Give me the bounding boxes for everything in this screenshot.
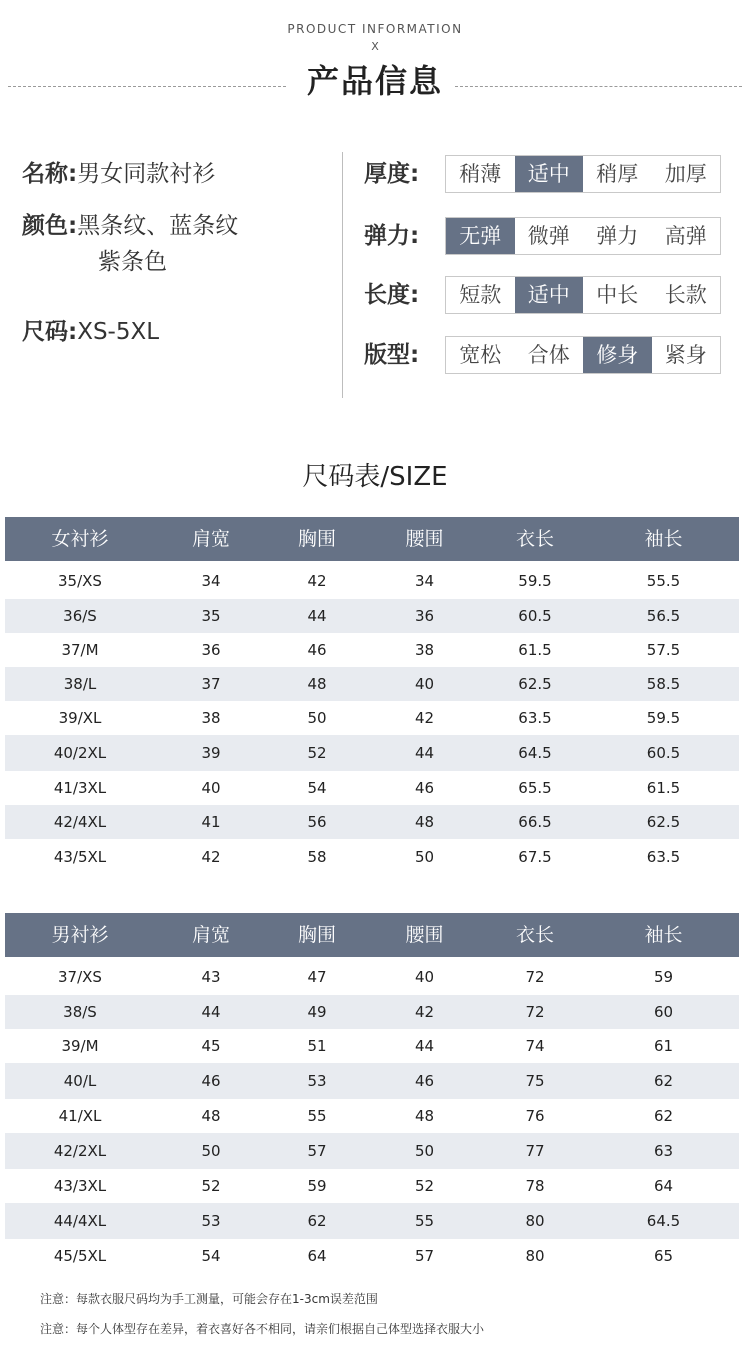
table-cell: 65 [653, 1247, 674, 1265]
table-cell: 80 [525, 1247, 545, 1265]
attr-label-2: 长度: [364, 282, 420, 308]
table-cell: 48 [414, 1107, 435, 1125]
table-cell: 44 [414, 744, 435, 762]
table-cell: 34 [414, 572, 435, 590]
table-cell: 43 [201, 968, 221, 986]
table-cell: 44 [414, 1037, 435, 1055]
info-size-label: 尺码: [22, 319, 78, 345]
table-cell: 77 [525, 1142, 545, 1160]
table-cell: 40 [414, 968, 435, 986]
attr-option: 长款 [664, 283, 707, 307]
info-name-label: 名称: [22, 161, 78, 187]
table-cell: 50 [414, 848, 435, 866]
table-row [5, 633, 739, 667]
table-cell: 61.5 [646, 779, 681, 797]
attr-label-0: 厚度: [364, 161, 420, 187]
table-cell: 52 [201, 1177, 221, 1195]
table-header-cell: 衣长 [515, 528, 554, 550]
table-cell: 55 [307, 1107, 327, 1125]
table-cell: 80 [525, 1212, 545, 1230]
table-cell: 61.5 [518, 641, 552, 659]
note-body-shape: 注意：每个人体型存在差异，着衣喜好各不相同，请亲们根据自己体型选择衣服大小 [40, 1322, 485, 1336]
table-header-cell: 男衬衫 [51, 924, 109, 946]
table-cell: 48 [414, 813, 435, 831]
attr-option: 宽松 [459, 343, 502, 367]
table-cell: 62 [653, 1072, 674, 1090]
table-cell: 66.5 [518, 813, 552, 831]
table-cell: 43/5XL [53, 848, 107, 866]
table-cell: 75 [525, 1072, 545, 1090]
attr-option: 紧身 [664, 343, 707, 367]
table-cell: 58.5 [646, 675, 681, 693]
attr-options-2 [445, 276, 721, 314]
info-name-row [22, 156, 215, 192]
table-cell: 38 [414, 641, 435, 659]
table-cell: 64 [653, 1177, 674, 1195]
size-chart-title: 尺码表/SIZE [302, 462, 448, 492]
table-cell: 56.5 [646, 607, 681, 625]
table-cell: 44 [307, 607, 327, 625]
table-cell: 62.5 [518, 675, 552, 693]
table-cell: 40/2XL [53, 744, 107, 762]
table-cell: 39/XL [58, 709, 102, 727]
attr-options-0 [445, 155, 721, 193]
table-cell: 41/3XL [53, 779, 107, 797]
table-cell: 50 [201, 1142, 221, 1160]
table-header-cell: 袖长 [644, 924, 683, 946]
table-cell: 52 [307, 744, 327, 762]
table-row [5, 599, 739, 633]
table-cell: 59 [653, 968, 674, 986]
attr-option: 弹力 [596, 224, 639, 248]
mens-size-table [5, 913, 739, 1273]
table-cell: 60.5 [646, 744, 681, 762]
table-header-cell: 女衬衫 [51, 528, 109, 550]
table-cell: 59.5 [518, 572, 552, 590]
table-cell: 34 [201, 572, 221, 590]
table-header-cell: 袖长 [644, 528, 683, 550]
attr-option: 微弹 [527, 224, 570, 248]
header-x-mark: X [371, 40, 379, 53]
table-cell: 63.5 [646, 848, 681, 866]
table-cell: 45/5XL [53, 1247, 107, 1265]
table-cell: 46 [414, 1072, 435, 1090]
table-cell: 58 [307, 848, 327, 866]
table-cell: 57.5 [646, 641, 681, 659]
table-cell: 46 [307, 641, 327, 659]
table-cell: 42 [414, 1003, 435, 1021]
table-cell: 36 [414, 607, 435, 625]
table-cell: 46 [414, 779, 435, 797]
table-cell: 43/3XL [53, 1177, 107, 1195]
table-row [5, 563, 739, 599]
table-header [5, 913, 739, 957]
table-cell: 51 [307, 1037, 327, 1055]
table-row [5, 667, 739, 701]
table-cell: 59.5 [646, 709, 681, 727]
table-cell: 48 [201, 1107, 221, 1125]
attr-option-selected: 适中 [515, 277, 584, 313]
table-cell: 78 [525, 1177, 545, 1195]
table-cell: 36/S [63, 607, 97, 625]
table-cell: 45 [201, 1037, 221, 1055]
table-cell: 62.5 [646, 813, 681, 831]
table-cell: 47 [307, 968, 327, 986]
header-right-dashed-line [455, 86, 742, 87]
attr-option: 中长 [596, 283, 639, 307]
table-cell: 63.5 [518, 709, 552, 727]
table-cell: 39 [201, 744, 221, 762]
table-cell: 35 [201, 607, 221, 625]
note-measurement: 注意：每款衣服尺码均为手工测量，可能会存在1-3cm误差范围 [40, 1292, 378, 1306]
table-cell: 38/L [63, 675, 97, 693]
table-cell: 35/XS [58, 572, 102, 590]
table-header-cell: 胸围 [297, 528, 336, 550]
table-row [5, 1099, 739, 1133]
attr-label-3: 版型: [364, 342, 420, 368]
table-row [5, 1169, 739, 1203]
table-cell: 54 [201, 1247, 221, 1265]
table-row [5, 701, 739, 735]
table-cell: 57 [307, 1142, 327, 1160]
table-cell: 63 [653, 1142, 674, 1160]
table-cell: 54 [307, 779, 327, 797]
table-cell: 44 [201, 1003, 221, 1021]
attr-option: 合体 [527, 343, 570, 367]
info-color-row [22, 208, 238, 244]
table-cell: 64.5 [518, 744, 552, 762]
attr-label-1: 弹力: [364, 223, 420, 249]
table-header-cell: 腰围 [405, 528, 444, 550]
table-row [5, 995, 739, 1029]
table-cell: 40 [201, 779, 221, 797]
table-cell: 46 [201, 1072, 221, 1090]
table-cell: 50 [307, 709, 327, 727]
attr-option: 稍薄 [459, 162, 502, 186]
table-cell: 42 [307, 572, 327, 590]
table-cell: 67.5 [518, 848, 552, 866]
table-cell: 38 [201, 709, 221, 727]
table-cell: 40/L [63, 1072, 97, 1090]
attr-option-selected: 无弹 [446, 218, 515, 254]
table-cell: 57 [414, 1247, 435, 1265]
table-cell: 59 [307, 1177, 327, 1195]
table-header-cell: 肩宽 [191, 528, 230, 550]
table-row [5, 1239, 739, 1273]
table-row [5, 771, 739, 805]
info-divider [342, 152, 343, 398]
table-header-cell: 衣长 [515, 924, 554, 946]
table-cell: 41/XL [58, 1107, 102, 1125]
table-row [5, 805, 739, 839]
table-header-cell: 腰围 [405, 924, 444, 946]
table-row [5, 959, 739, 995]
attr-option: 加厚 [664, 162, 707, 186]
table-cell: 55 [414, 1212, 435, 1230]
attr-option: 高弹 [664, 224, 707, 248]
table-cell: 48 [307, 675, 327, 693]
attr-option-selected: 适中 [515, 156, 584, 192]
table-row [5, 735, 739, 771]
table-cell: 42/4XL [53, 813, 107, 831]
table-row [5, 1063, 739, 1099]
table-cell: 36 [201, 641, 221, 659]
info-color-value-line2: 紫条色 [98, 249, 167, 275]
table-cell: 38/S [63, 1003, 97, 1021]
info-name-value: 男女同款衬衫 [77, 161, 216, 187]
table-cell: 64 [307, 1247, 327, 1265]
table-cell: 44/4XL [53, 1212, 107, 1230]
table-cell: 76 [525, 1107, 545, 1125]
table-cell: 40 [414, 675, 435, 693]
table-header-cell: 肩宽 [191, 924, 230, 946]
table-cell: 42/2XL [53, 1142, 107, 1160]
info-size-row [22, 314, 159, 350]
table-cell: 65.5 [518, 779, 552, 797]
table-row [5, 1029, 739, 1063]
table-cell: 37 [201, 675, 221, 693]
table-cell: 42 [414, 709, 435, 727]
attr-options-1 [445, 217, 721, 255]
table-cell: 60.5 [518, 607, 552, 625]
table-header-cell: 胸围 [297, 924, 336, 946]
attr-option: 短款 [459, 283, 502, 307]
page-title: 产品信息 [306, 62, 443, 100]
table-row [5, 839, 739, 875]
attr-options-3 [445, 336, 721, 374]
table-row [5, 1133, 739, 1169]
table-cell: 53 [307, 1072, 327, 1090]
table-cell: 62 [307, 1212, 327, 1230]
table-cell: 60 [653, 1003, 674, 1021]
attr-option-selected: 修身 [583, 337, 652, 373]
table-cell: 37/XS [58, 968, 102, 986]
info-size-value: XS-5XL [77, 319, 160, 345]
table-cell: 50 [414, 1142, 435, 1160]
table-cell: 53 [201, 1212, 221, 1230]
table-cell: 55.5 [646, 572, 681, 590]
table-cell: 39/M [61, 1037, 99, 1055]
info-color-value: 黑条纹、蓝条纹 [77, 213, 239, 239]
table-row [5, 1203, 739, 1239]
table-cell: 74 [525, 1037, 545, 1055]
table-cell: 42 [201, 848, 221, 866]
table-cell: 41 [201, 813, 221, 831]
header-english-title: PRODUCT INFORMATION [287, 22, 463, 36]
table-header [5, 517, 739, 561]
table-cell: 49 [307, 1003, 327, 1021]
table-cell: 52 [414, 1177, 435, 1195]
table-cell: 72 [525, 968, 545, 986]
womens-size-table [5, 517, 739, 875]
info-color-label: 颜色: [22, 213, 78, 239]
table-cell: 72 [525, 1003, 545, 1021]
table-cell: 37/M [61, 641, 99, 659]
table-cell: 64.5 [646, 1212, 681, 1230]
table-cell: 62 [653, 1107, 674, 1125]
attr-option: 稍厚 [596, 162, 639, 186]
table-cell: 56 [307, 813, 327, 831]
table-cell: 61 [653, 1037, 674, 1055]
